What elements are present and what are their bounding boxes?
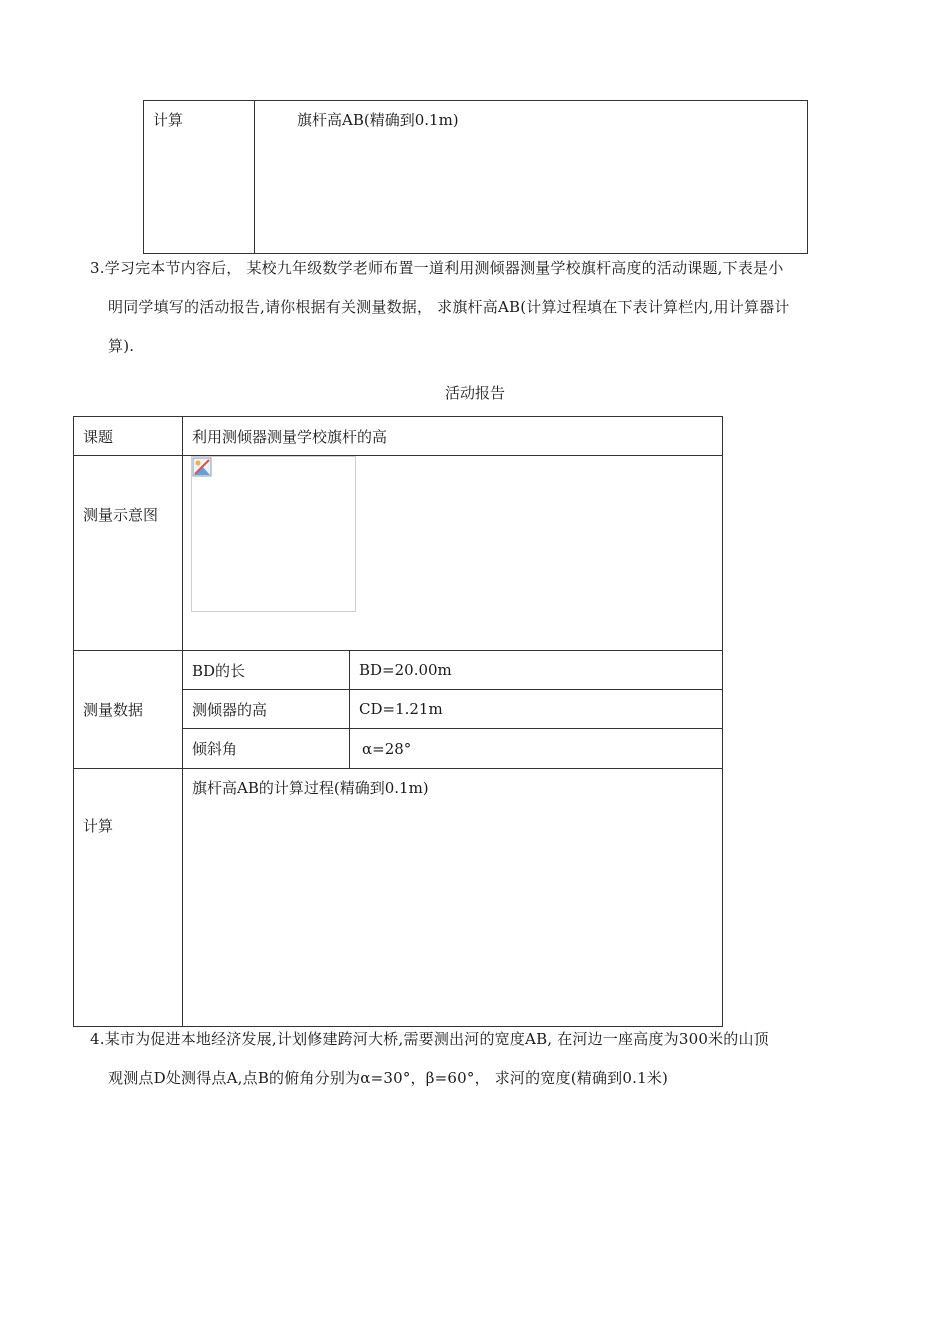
data-row-1-name: BD的长 (192, 661, 246, 680)
question-4-line-1: 4.某市为促进本地经济发展,计划修建跨河大桥,需要测出河的宽度AB, 在河边一座高度为300米的山顶 (90, 1030, 769, 1048)
data-label-cell (74, 651, 183, 769)
question-3-line-1: 3.学习完本节内容后， 某校九年级数学老师布置一道利用测倾器测量学校旗杆高度的活动课题,下表是小 (90, 259, 784, 277)
data-row-1-value: BD=20.00m (359, 661, 452, 679)
question-4-line-2: 观测点D处测得点A,点B的俯角分别为α=30°，β=60°， 求河的宽度(精确到0.1米) (108, 1069, 669, 1087)
question-3-line-3: 算). (108, 337, 135, 355)
top-calc-content: 旗杆高AB(精确到0.1m) (297, 111, 459, 129)
data-row-1-value-cell (350, 651, 723, 690)
calc-label: 计算 (83, 817, 114, 835)
data-row-2-name: 测倾器的高 (192, 700, 268, 719)
data-row-1-name-cell (183, 651, 350, 690)
topic-value-cell (183, 417, 723, 456)
data-row-2-value-cell (350, 690, 723, 729)
top-calc-label: 计算 (153, 111, 184, 129)
diagram-label: 测量示意图 (83, 506, 159, 524)
report-title: 活动报告 (444, 384, 505, 402)
question-4 (90, 1020, 865, 1098)
data-row-2-value: CD=1.21m (359, 700, 443, 718)
data-row-3-name: 倾斜角 (192, 740, 238, 758)
data-row-3-value: α=28° (362, 739, 412, 758)
calc-value-cell (183, 769, 723, 1027)
data-label: 测量数据 (83, 701, 144, 719)
top-calc-table (143, 100, 808, 254)
measurement-diagram-image (191, 456, 356, 612)
broken-image-icon (192, 457, 212, 477)
calc-value: 旗杆高AB的计算过程(精确到0.1m) (192, 779, 429, 797)
calc-label-cell (74, 769, 183, 1027)
question-3 (90, 249, 865, 366)
report-table (73, 416, 723, 1027)
question-3-line-2: 明同学填写的活动报告,请你根据有关测量数据， 求旗杆高AB(计算过程填在下表计算栏内,用计算器计 (108, 298, 790, 316)
top-calc-label-cell (144, 101, 255, 254)
diagram-label-cell (74, 456, 183, 651)
topic-label: 课题 (83, 427, 114, 446)
topic-label-cell (74, 417, 183, 456)
data-row-3-name-cell (183, 729, 350, 769)
data-row-3-value-cell (350, 729, 723, 769)
topic-value: 利用测倾器测量学校旗杆的高 (192, 427, 388, 446)
data-row-2-name-cell (183, 690, 350, 729)
top-calc-content-cell (255, 101, 808, 254)
